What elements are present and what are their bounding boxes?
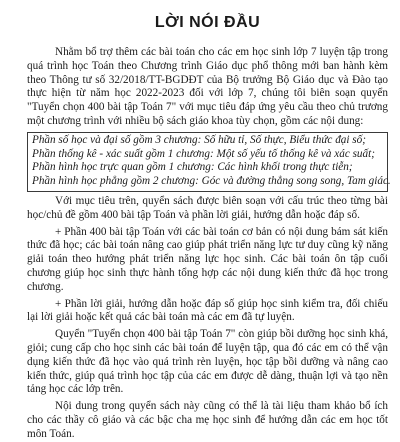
part1-paragraph: + Phần 400 bài tập Toán với các bài toán cơ bản có nội dung bám sát kiến thức đã học; các bài toán nâng cao giúp phát triển năng lực tư duy cũng kỹ năng giải toán theo hướng phát triển năng lực học sinh. Các bài toán ôn tập cuối chương giúp học sinh thực hành tổng hợp các nội dung kiến thức đã học trong chương. bbox=[27, 225, 388, 293]
contents-item-plane-geometry: Phần hình học phẳng gồm 2 chương: Góc và đường thẳng song song, Tam giác. bbox=[32, 175, 391, 188]
purpose-paragraph: Quyển "Tuyển chọn 400 bài tập Toán 7" còn giúp bồi dưỡng học sinh khá, giỏi; cung cấp cho học sinh các bài toán để luyện tập, qua đó các em có thể vận dụng kiến thức đã học vào quá trình rèn luyện, học tập bồi dưỡng và nâng cao kiến thức, giúp quá trình học tập của các em được dễ dàng, thuận lợi và tạo nền tảng học các lớp trên. bbox=[27, 328, 388, 396]
contents-item-visual-geometry: Phần hình học trực quan gồm 1 chương: Các hình khối trong thực tiễn; bbox=[32, 161, 353, 174]
structure-paragraph: Với mục tiêu trên, quyển sách được biên soạn với cấu trúc theo từng bài học/chủ đề gồm 400 bài tập Toán và phần lời giải, hướng dẫn hoặc đáp số. bbox=[27, 194, 388, 221]
closing-paragraph: Nội dung trong quyển sách này cũng có thể là tài liệu tham khảo bổ ích cho các thầy cô giáo và các bậc cha mẹ học sinh để hướng dẫn các em học tốt môn Toán. bbox=[27, 400, 388, 440]
intro-paragraph: Nhằm bổ trợ thêm các bài toán cho các em học sinh lớp 7 luyện tập trong quá trình học Toán theo Chương trình Giáo dục phổ thông mới ban hành kèm theo Thông tư số 32/2018/TT-BGDĐT của Bộ trưởng Bộ Giáo dục và Đào tạo thực hiện từ năm học 2022-2023 đối với lớp 7, chúng tôi biên soạn quyển "Tuyển chọn 400 bài tập Toán 7" với mục tiêu đáp ứng yêu cầu theo chủ trương một chương trình với nhiều bộ sách giáo khoa tùy chọn, gồm các nội dung: bbox=[27, 46, 388, 127]
contents-item-statistics: Phần thống kê - xác suất gồm 1 chương: Một số yếu tố thống kê và xác suất; bbox=[32, 147, 375, 160]
contents-box bbox=[27, 132, 391, 192]
contents-item-algebra: Phần số học và đại số gồm 3 chương: Số hữu tỉ, Số thực, Biểu thức đại số; bbox=[32, 133, 366, 146]
page-title: LỜI NÓI ĐẦU bbox=[154, 14, 261, 31]
part2-paragraph: + Phần lời giải, hướng dẫn hoặc đáp số giúp học sinh kiểm tra, đối chiếu lại lời giải hoặc kết quả các bài toán mà các em đã tự luyện. bbox=[27, 297, 388, 324]
